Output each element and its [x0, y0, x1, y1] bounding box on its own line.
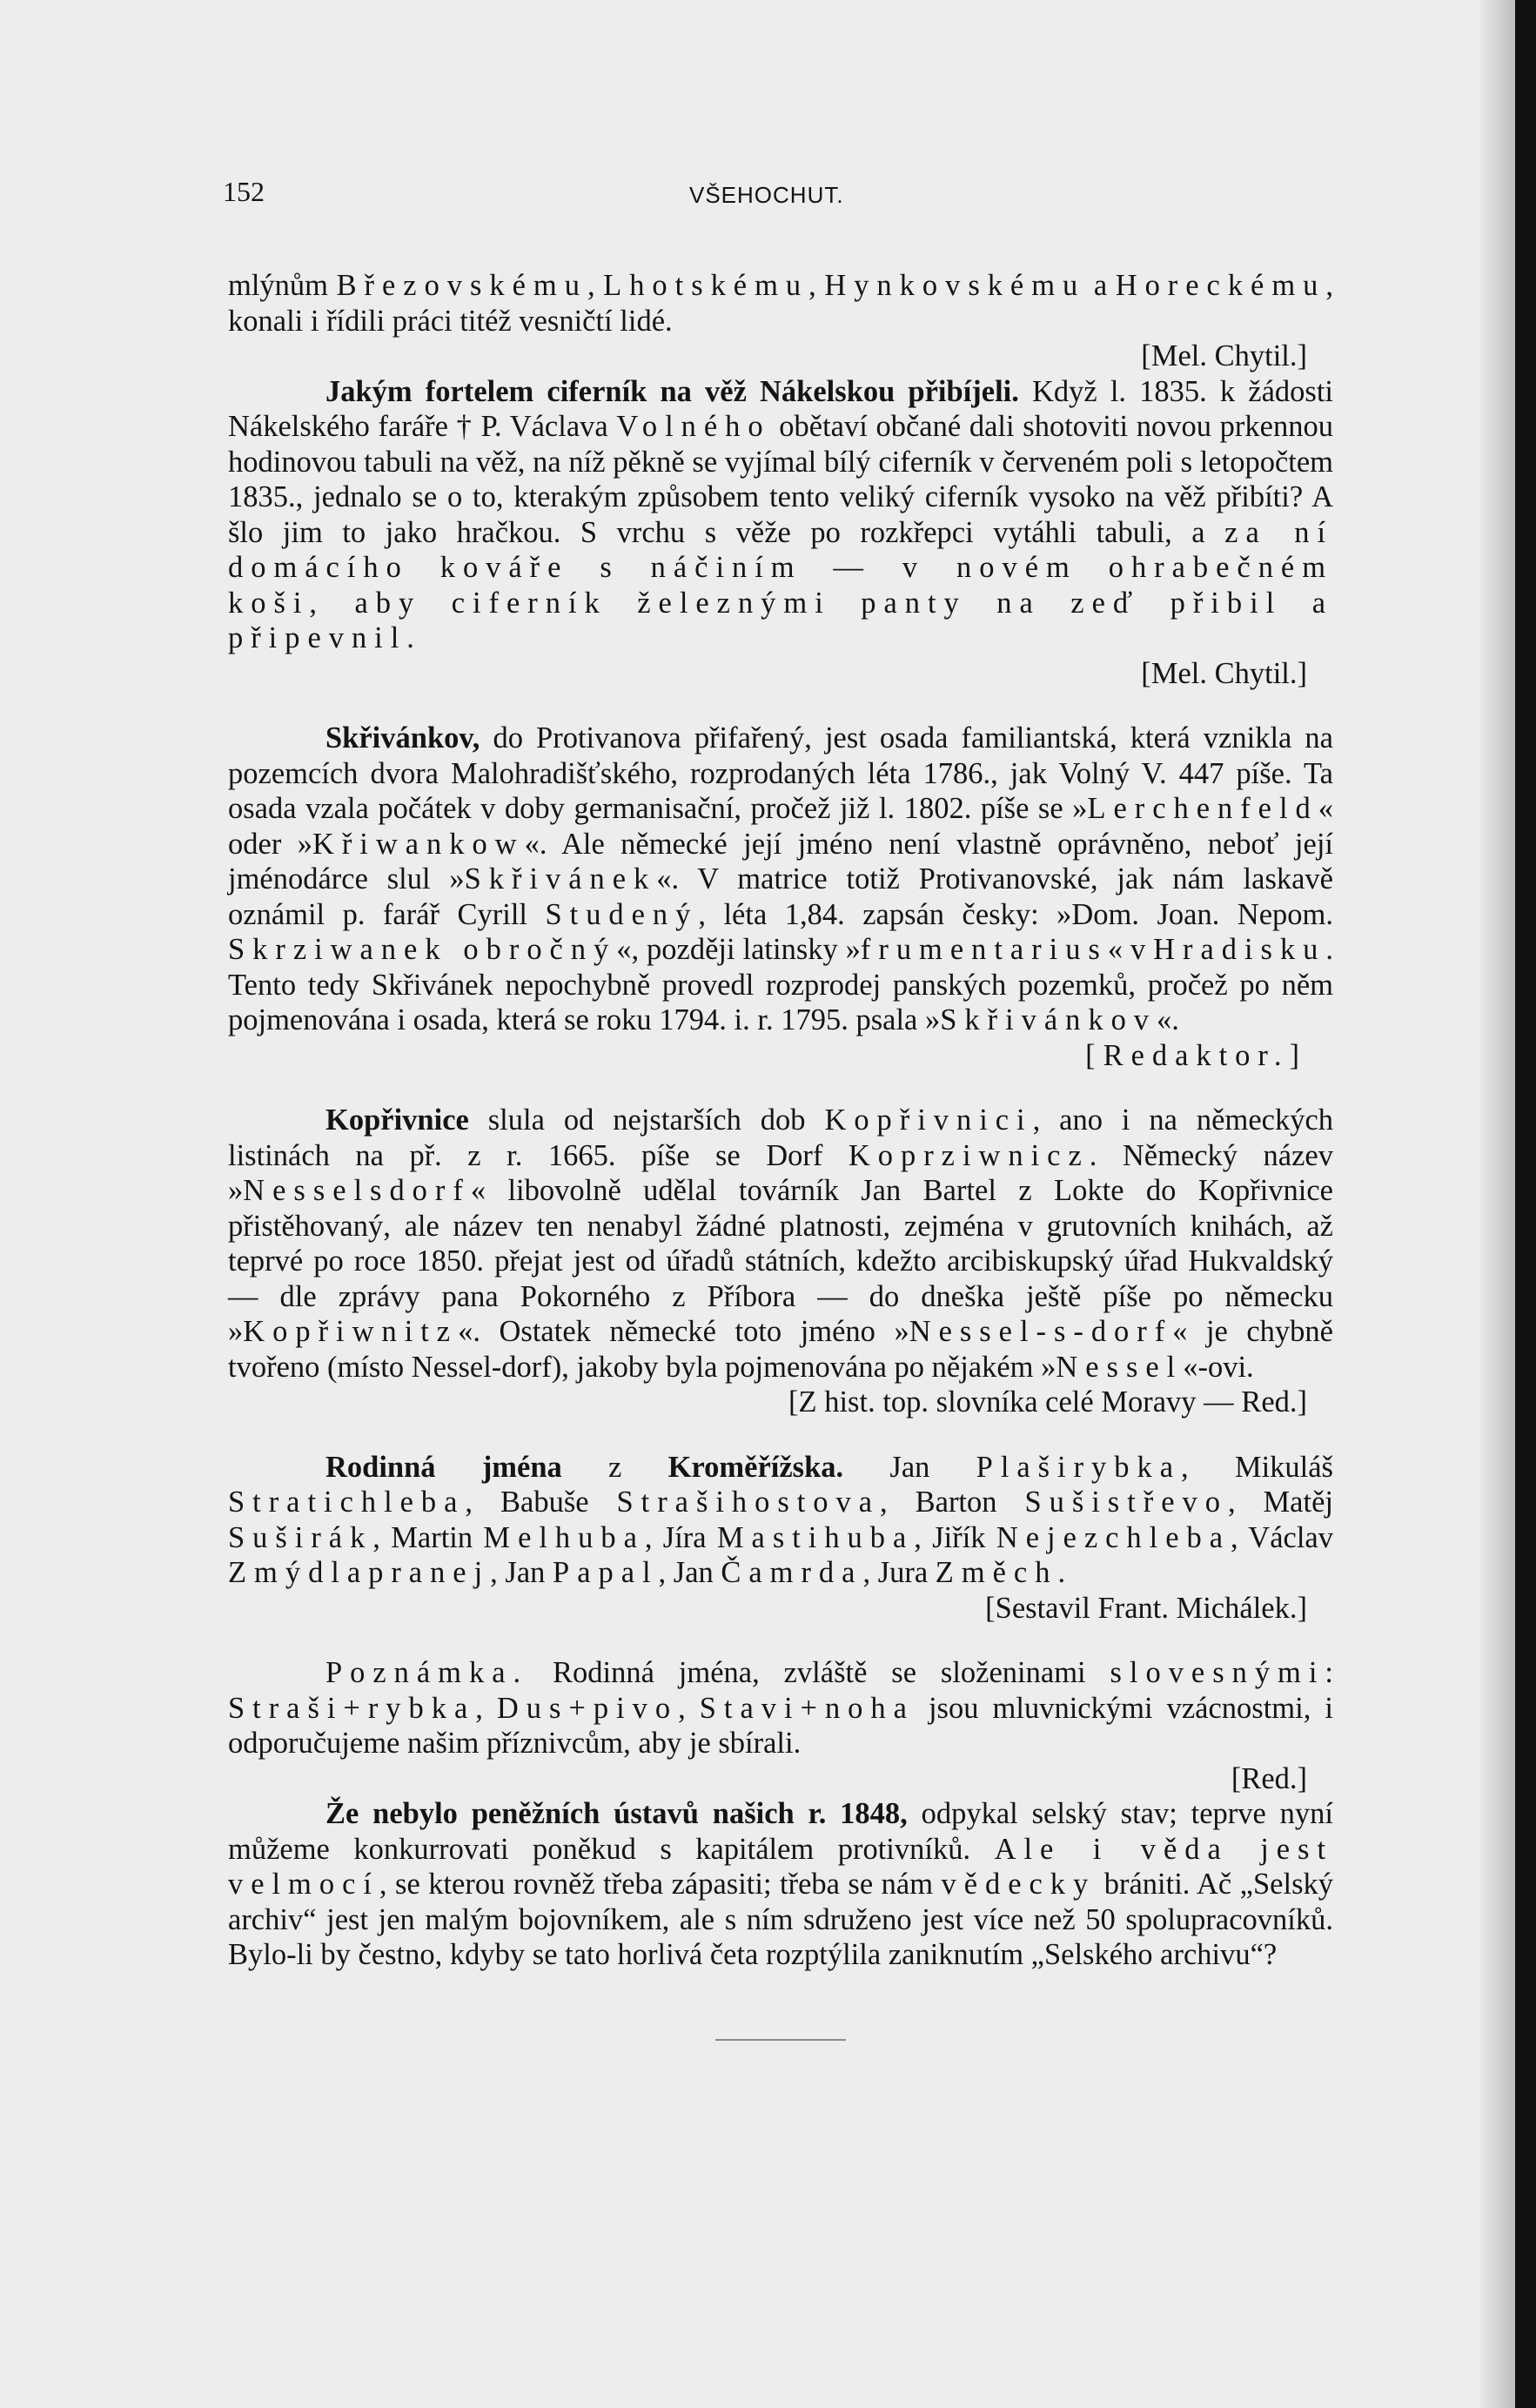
- paragraph-penezni-ustavy: Že nebylo peněžních ústavů našich r. 1848, odpykal selský stav; teprve nyní můžeme konkurrovati poněkud s kapitálem protivníků. Ale i věda jest velmocí, se kterou rovněž třeba zápasiti; třeba se nám vědecky brániti. Ač „Selský archiv“ jest jen malým bojovníkem, ale s ním sdruženo jest více než 50 spolupracovníků. Bylo-li by čestno, kdyby se tato horlivá četa rozptýlila zaniknutím „Selského archivu“?: [228, 1797, 1333, 1971]
- paragraph-skrivankov: Skřivánkov, do Protivanova přifařený, jest osada familiantská, která vznikla na pozemcích dvora Malohradišťského, rozprodaných léta 1786., jak Volný V. 447 píše. Ta osada vzala počátek v doby germanisační, pročež již l. 1802. píše se »Lerchenfeld« oder »Křiwankow«. Ale německé její jméno není vlastně oprávněno, neboť její jménodárce slul »Skřivánek«. V matrice totiž Protivanovské, jak nám laskavě oznámil p. farář Cyrill Studený, léta 1,84. zapsán česky: »Dom. Joan. Nepom. Skrziwanek obročný«, později latinsky »frumentarius« v Hradisku. Tento tedy Skřivánek nepochybně provedl rozprodej panských pozemků, pročež po něm pojmenována i osada, která se roku 1794. i. r. 1795. psala »Skřivánkov«.: [228, 721, 1333, 1036]
- attribution-rodinna-jmena: [Sestavil Frant. Michálek.]: [985, 1591, 1307, 1625]
- heading-skrivankov: Skřivánkov,: [325, 721, 480, 755]
- heading-koprivnice: Kopřivnice: [325, 1103, 469, 1137]
- attribution-cifernik: [Mel. Chytil.]: [1141, 656, 1307, 690]
- attribution-poznamka: [Red.]: [1231, 1761, 1307, 1795]
- attribution-skrivankov: [Redaktor.]: [1085, 1038, 1307, 1072]
- page-shadow: [1480, 0, 1515, 2408]
- page-edge: [1515, 0, 1536, 2408]
- running-head: VŠEHOCHUT.: [689, 182, 844, 208]
- paragraph-cifernik: Jakým fortelem ciferník na věž Nákelskou přibíjeli. Když l. 1835. k žádosti Nákelského faráře † P. Václava Volného obětaví občané dali shotoviti novou prkennou hodinovou tabuli na věž, na níž pěkně se vyjímal bílý ciferník v červeném poli s letopočtem 1835., jednalo se o to, kterakým způsobem tento veliký ciferník vysoko na věž přibíti? A šlo jim to jako hračkou. S vrchu s věže po rozkřepci vytáhli tabuli, a za ní domácího kováře s náčiním — v novém ohrabečném koši, aby ciferník železnými panty na zeď přibil a připevnil.: [228, 374, 1334, 654]
- heading-rodinna-jmena: Rodinná jména: [325, 1450, 562, 1484]
- heading-poznamka: Poznámka.: [325, 1656, 529, 1689]
- page-content: [223, 165, 1334, 2041]
- paragraph-rodinna-jmena: Rodinná jména z Kroměřížska. Jan Plaširybka, Mikuláš Stratichleba, Babuše Strašihostova, Barton Sušistřevo, Matěj Suširák, Martin Melhuba, Jíra Mastihuba, Jiřík Nejezchleba, Václav Zmýdlapranej, Jan Papal, Jan Čamrda, Jura Změch.: [228, 1450, 1333, 1589]
- attribution-mills: [Mel. Chytil.]: [1141, 339, 1307, 372]
- heading-penezni-ustavy: Že nebylo peněžních ústavů našich r. 1848,: [325, 1797, 908, 1830]
- paragraph-mills: mlýnům Březovskému, Lhotskému, Hynkovskému a Horeckému, konali i řídili práci titéž vesničtí lidé.: [228, 269, 1333, 338]
- section-divider: [715, 2039, 846, 2041]
- attribution-koprivnice: [Z hist. top. slovníka celé Moravy — Red.]: [788, 1385, 1307, 1419]
- page-number: 152: [223, 176, 265, 207]
- heading-cifernik: Jakým fortelem ciferník na věž Nákelskou přibíjeli.: [325, 374, 1019, 408]
- paragraph-poznamka: Poznámka. Rodinná jména, zvláště se složeninami slovesnými: Straši+rybka, Dus+pivo, Stavi+noha jsou mluvnickými vzácnostmi, i odporučujeme našim příznivcům, aby je sbírali.: [228, 1656, 1333, 1760]
- page-header: [223, 165, 1333, 218]
- paragraph-koprivnice: Kopřivnice slula od nejstarších dob Kopřivnici, ano i na německých listinách na př. z r. 1665. píše se Dorf Koprziwnicz. Německý název »Nesselsdorf« libovolně udělal továrník Jan Bartel z Lokte do Kopřivnice přistěhovaný, ale název ten nenabyl žádné platnosti, zejména v grutovních knihách, až teprvé po roce 1850. přejat jest od úřadů státních, kdežto arcibiskupský úřad Hukvaldský — dle zprávy pana Pokorného z Příbora — do dneška ještě píše po německu »Kopřiwnitz«. Ostatek německé toto jméno »Nessel-s-dorf« je chybně tvořeno (místo Nessel-dorf), jakoby byla pojmenována po nějakém »Nessel«-ovi.: [228, 1103, 1334, 1384]
